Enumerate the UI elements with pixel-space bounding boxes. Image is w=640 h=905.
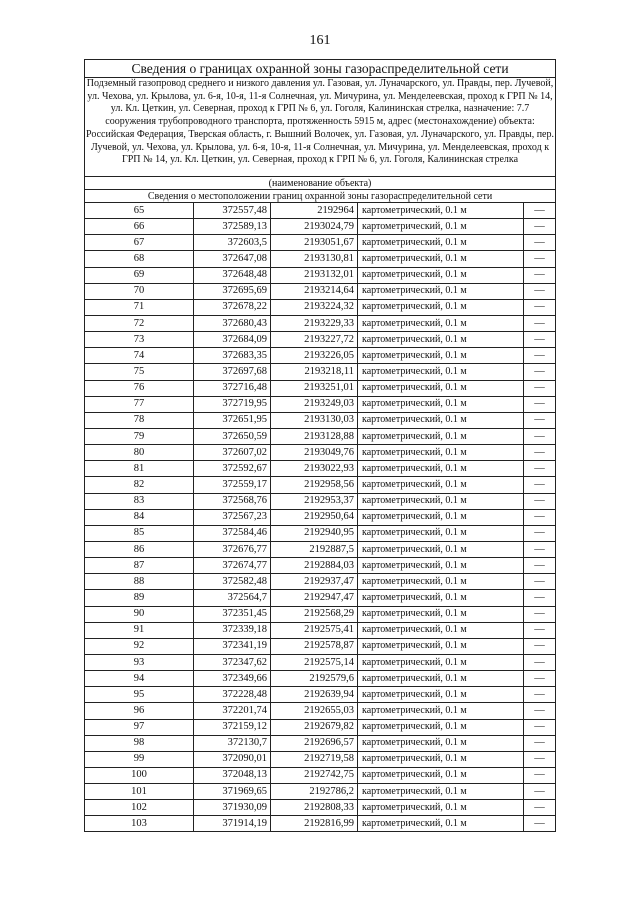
table-row — [85, 235, 556, 251]
method-cell: картометрический, 0.1 м — [358, 299, 524, 315]
y-coordinate-cell: 2193049,76 — [271, 445, 358, 461]
y-coordinate-cell: 2192742,75 — [271, 767, 358, 783]
point-number-cell: 76 — [85, 380, 194, 396]
point-number-cell: 77 — [85, 396, 194, 412]
method-cell: картометрический, 0.1 м — [358, 751, 524, 767]
x-coordinate-cell: 372683,35 — [194, 348, 271, 364]
x-coordinate-cell: 372090,01 — [194, 751, 271, 767]
point-number-cell: 99 — [85, 751, 194, 767]
description-cell: — — [524, 558, 556, 574]
point-number-cell: 85 — [85, 525, 194, 541]
description-cell: — — [524, 219, 556, 235]
y-coordinate-cell: 2192786,2 — [271, 784, 358, 800]
y-coordinate-cell: 2192808,33 — [271, 800, 358, 816]
point-number-cell: 93 — [85, 654, 194, 670]
method-cell: картометрический, 0.1 м — [358, 654, 524, 670]
y-coordinate-cell: 2193051,67 — [271, 235, 358, 251]
y-coordinate-cell: 2193022,93 — [271, 461, 358, 477]
x-coordinate-cell: 372349,66 — [194, 671, 271, 687]
point-number-cell: 74 — [85, 348, 194, 364]
point-number-cell: 80 — [85, 445, 194, 461]
y-coordinate-cell: 2192639,94 — [271, 687, 358, 703]
x-coordinate-cell: 372351,45 — [194, 606, 271, 622]
point-number-cell: 78 — [85, 412, 194, 428]
method-cell: картометрический, 0.1 м — [358, 251, 524, 267]
table-row — [85, 525, 556, 541]
x-coordinate-cell: 372680,43 — [194, 315, 271, 331]
x-coordinate-cell: 372130,7 — [194, 735, 271, 751]
x-coordinate-cell: 372676,77 — [194, 541, 271, 557]
table-row — [85, 251, 556, 267]
point-number-cell: 71 — [85, 299, 194, 315]
table-row — [85, 412, 556, 428]
point-number-cell: 89 — [85, 590, 194, 606]
y-coordinate-cell: 2192940,95 — [271, 525, 358, 541]
method-cell: картометрический, 0.1 м — [358, 525, 524, 541]
x-coordinate-cell: 372048,13 — [194, 767, 271, 783]
x-coordinate-cell: 371969,65 — [194, 784, 271, 800]
description-cell: — — [524, 332, 556, 348]
method-cell: картометрический, 0.1 м — [358, 558, 524, 574]
x-coordinate-cell: 372201,74 — [194, 703, 271, 719]
y-coordinate-cell: 2192953,37 — [271, 493, 358, 509]
table-row — [85, 751, 556, 767]
section-heading: Сведения о местоположении границ охранной зоны газораспределительной сети — [85, 190, 556, 203]
x-coordinate-cell: 371930,09 — [194, 800, 271, 816]
point-number-cell: 65 — [85, 203, 194, 219]
description-cell: — — [524, 364, 556, 380]
point-number-cell: 94 — [85, 671, 194, 687]
y-coordinate-cell: 2192958,56 — [271, 477, 358, 493]
x-coordinate-cell: 372347,62 — [194, 654, 271, 670]
table-row — [85, 315, 556, 331]
method-cell: картометрический, 0.1 м — [358, 509, 524, 525]
description-cell: — — [524, 396, 556, 412]
method-cell: картометрический, 0.1 м — [358, 800, 524, 816]
x-coordinate-cell: 372651,95 — [194, 412, 271, 428]
point-number-cell: 67 — [85, 235, 194, 251]
point-number-cell: 83 — [85, 493, 194, 509]
description-cell: — — [524, 203, 556, 219]
table-row — [85, 380, 556, 396]
y-coordinate-cell: 2192575,14 — [271, 654, 358, 670]
x-coordinate-cell: 372567,23 — [194, 509, 271, 525]
y-coordinate-cell: 2193226,05 — [271, 348, 358, 364]
method-cell: картометрический, 0.1 м — [358, 445, 524, 461]
table-row — [85, 364, 556, 380]
method-cell: картометрический, 0.1 м — [358, 219, 524, 235]
description-cell: — — [524, 574, 556, 590]
y-coordinate-cell: 2192568,29 — [271, 606, 358, 622]
table-row — [85, 461, 556, 477]
table-row — [85, 348, 556, 364]
method-cell: картометрический, 0.1 м — [358, 283, 524, 299]
x-coordinate-cell: 372697,68 — [194, 364, 271, 380]
method-cell: картометрический, 0.1 м — [358, 396, 524, 412]
method-cell: картометрический, 0.1 м — [358, 719, 524, 735]
description-cell: — — [524, 671, 556, 687]
description-cell: — — [524, 638, 556, 654]
y-coordinate-cell: 2193024,79 — [271, 219, 358, 235]
table-row — [85, 493, 556, 509]
x-coordinate-cell: 372678,22 — [194, 299, 271, 315]
point-number-cell: 92 — [85, 638, 194, 654]
x-coordinate-cell: 372674,77 — [194, 558, 271, 574]
point-number-cell: 100 — [85, 767, 194, 783]
y-coordinate-cell: 2192719,58 — [271, 751, 358, 767]
method-cell: картометрический, 0.1 м — [358, 687, 524, 703]
table-row — [85, 784, 556, 800]
x-coordinate-cell: 371914,19 — [194, 816, 271, 832]
y-coordinate-cell: 2193249,03 — [271, 396, 358, 412]
y-coordinate-cell: 2193130,81 — [271, 251, 358, 267]
y-coordinate-cell: 2192964 — [271, 203, 358, 219]
x-coordinate-cell: 372589,13 — [194, 219, 271, 235]
y-coordinate-cell: 2193227,72 — [271, 332, 358, 348]
section-label-row — [85, 190, 556, 203]
y-coordinate-cell: 2193132,01 — [271, 267, 358, 283]
table-row — [85, 445, 556, 461]
y-coordinate-cell: 2192816,99 — [271, 816, 358, 832]
description-cell: — — [524, 445, 556, 461]
y-coordinate-cell: 2193218,11 — [271, 364, 358, 380]
point-number-cell: 75 — [85, 364, 194, 380]
method-cell: картометрический, 0.1 м — [358, 816, 524, 832]
x-coordinate-cell: 372564,7 — [194, 590, 271, 606]
method-cell: картометрический, 0.1 м — [358, 364, 524, 380]
description-cell: — — [524, 784, 556, 800]
description-cell: — — [524, 251, 556, 267]
table-row — [85, 816, 556, 832]
object-description: Подземный газопровод среднего и низкого давления ул. Газовая, ул. Луначарского, ул. Правды, пер. Лучевой, ул. Чехова, ул. Крылова, ул. 6-я, 10-я, 11-я Солнечная, ул. Мичурина, ул. Менделеевская, проход к ГРП № 14, ул. Кл. Цеткин, ул. Северная, проход к ГРП № 6, ул. Гоголя, Калининская стрелка, назначение: 7.7 сооружения трубопроводного транспорта, протяженность 5915 м, адрес (местонахождение) объекта: Российская Федерация, Тверская область, г. Вышний Волочек, ул. Газовая, ул. Луначарского, ул. Правды, пер. Лучевой, ул. Чехова, ул. Крылова, ул. 6-я, 10-я, 11-я Солнечная, ул. Мичурина, ул. Менделеевская, проход к ГРП № 14, ул. Кл. Цеткин, ул. Северная, проход к ГРП № 6, ул. Гоголя, Калининская стрелка — [85, 78, 556, 177]
method-cell: картометрический, 0.1 м — [358, 784, 524, 800]
description-cell: — — [524, 477, 556, 493]
x-coordinate-cell: 372648,48 — [194, 267, 271, 283]
y-coordinate-cell: 2193130,03 — [271, 412, 358, 428]
method-cell: картометрический, 0.1 м — [358, 574, 524, 590]
description-cell: — — [524, 735, 556, 751]
table-row — [85, 203, 556, 219]
description-cell: — — [524, 767, 556, 783]
method-cell: картометрический, 0.1 м — [358, 477, 524, 493]
y-coordinate-cell: 2192575,41 — [271, 622, 358, 638]
method-cell: картометрический, 0.1 м — [358, 606, 524, 622]
method-cell: картометрический, 0.1 м — [358, 767, 524, 783]
point-number-cell: 87 — [85, 558, 194, 574]
method-cell: картометрический, 0.1 м — [358, 428, 524, 444]
x-coordinate-cell: 372159,12 — [194, 719, 271, 735]
y-coordinate-cell: 2192947,47 — [271, 590, 358, 606]
x-coordinate-cell: 372684,09 — [194, 332, 271, 348]
description-cell: — — [524, 380, 556, 396]
y-coordinate-cell: 2193251,01 — [271, 380, 358, 396]
y-coordinate-cell: 2192884,03 — [271, 558, 358, 574]
table-row — [85, 590, 556, 606]
description-cell: — — [524, 412, 556, 428]
object-name-label: (наименование объекта) — [85, 177, 556, 190]
description-cell: — — [524, 299, 556, 315]
y-coordinate-cell: 2192937,47 — [271, 574, 358, 590]
description-cell: — — [524, 606, 556, 622]
method-cell: картометрический, 0.1 м — [358, 735, 524, 751]
x-coordinate-cell: 372719,95 — [194, 396, 271, 412]
table-row — [85, 219, 556, 235]
point-number-cell: 79 — [85, 428, 194, 444]
description-cell: — — [524, 348, 556, 364]
x-coordinate-cell: 372559,17 — [194, 477, 271, 493]
point-number-cell: 101 — [85, 784, 194, 800]
description-cell: — — [524, 315, 556, 331]
point-number-cell: 90 — [85, 606, 194, 622]
y-coordinate-cell: 2193224,32 — [271, 299, 358, 315]
y-coordinate-cell: 2193128,88 — [271, 428, 358, 444]
point-number-cell: 70 — [85, 283, 194, 299]
point-number-cell: 84 — [85, 509, 194, 525]
method-cell: картометрический, 0.1 м — [358, 590, 524, 606]
x-coordinate-cell: 372584,46 — [194, 525, 271, 541]
table-row — [85, 477, 556, 493]
point-number-cell: 72 — [85, 315, 194, 331]
table-row — [85, 509, 556, 525]
y-coordinate-cell: 2192679,82 — [271, 719, 358, 735]
description-cell: — — [524, 493, 556, 509]
method-cell: картометрический, 0.1 м — [358, 638, 524, 654]
method-cell: картометрический, 0.1 м — [358, 332, 524, 348]
method-cell: картометрический, 0.1 м — [358, 348, 524, 364]
description-cell: — — [524, 283, 556, 299]
description-cell: — — [524, 541, 556, 557]
object-label-row — [85, 177, 556, 190]
point-number-cell: 96 — [85, 703, 194, 719]
title-row — [85, 60, 556, 78]
table-row — [85, 671, 556, 687]
x-coordinate-cell: 372603,5 — [194, 235, 271, 251]
y-coordinate-cell: 2193229,33 — [271, 315, 358, 331]
description-row — [85, 78, 556, 177]
method-cell: картометрический, 0.1 м — [358, 315, 524, 331]
table-row — [85, 332, 556, 348]
x-coordinate-cell: 372716,48 — [194, 380, 271, 396]
table-row — [85, 800, 556, 816]
point-number-cell: 91 — [85, 622, 194, 638]
description-cell: — — [524, 622, 556, 638]
description-cell: — — [524, 800, 556, 816]
y-coordinate-cell: 2193214,64 — [271, 283, 358, 299]
x-coordinate-cell: 372557,48 — [194, 203, 271, 219]
page-number: 161 — [309, 33, 331, 48]
method-cell: картометрический, 0.1 м — [358, 235, 524, 251]
point-number-cell: 73 — [85, 332, 194, 348]
point-number-cell: 95 — [85, 687, 194, 703]
description-cell: — — [524, 719, 556, 735]
y-coordinate-cell: 2192950,64 — [271, 509, 358, 525]
point-number-cell: 81 — [85, 461, 194, 477]
description-cell: — — [524, 816, 556, 832]
method-cell: картометрический, 0.1 м — [358, 622, 524, 638]
x-coordinate-cell: 372592,67 — [194, 461, 271, 477]
table-title: Сведения о границах охранной зоны газораспределительной сети — [85, 60, 556, 78]
y-coordinate-cell: 2192655,03 — [271, 703, 358, 719]
table-row — [85, 396, 556, 412]
description-cell: — — [524, 267, 556, 283]
method-cell: картометрический, 0.1 м — [358, 203, 524, 219]
method-cell: картометрический, 0.1 м — [358, 267, 524, 283]
y-coordinate-cell: 2192887,5 — [271, 541, 358, 557]
method-cell: картометрический, 0.1 м — [358, 703, 524, 719]
description-cell: — — [524, 461, 556, 477]
y-coordinate-cell: 2192696,57 — [271, 735, 358, 751]
table-row — [85, 267, 556, 283]
description-cell: — — [524, 428, 556, 444]
description-cell: — — [524, 525, 556, 541]
table-row — [85, 638, 556, 654]
table-row — [85, 622, 556, 638]
method-cell: картометрический, 0.1 м — [358, 541, 524, 557]
description-cell: — — [524, 703, 556, 719]
x-coordinate-cell: 372568,76 — [194, 493, 271, 509]
point-number-cell: 69 — [85, 267, 194, 283]
point-number-cell: 86 — [85, 541, 194, 557]
method-cell: картометрический, 0.1 м — [358, 380, 524, 396]
description-cell: — — [524, 687, 556, 703]
table-row — [85, 558, 556, 574]
point-number-cell: 98 — [85, 735, 194, 751]
method-cell: картометрический, 0.1 м — [358, 412, 524, 428]
x-coordinate-cell: 372695,69 — [194, 283, 271, 299]
point-number-cell: 68 — [85, 251, 194, 267]
x-coordinate-cell: 372650,59 — [194, 428, 271, 444]
description-cell: — — [524, 751, 556, 767]
x-coordinate-cell: 372647,08 — [194, 251, 271, 267]
table-row — [85, 703, 556, 719]
table-row — [85, 687, 556, 703]
point-number-cell: 97 — [85, 719, 194, 735]
y-coordinate-cell: 2192578,87 — [271, 638, 358, 654]
point-number-cell: 102 — [85, 800, 194, 816]
x-coordinate-cell: 372582,48 — [194, 574, 271, 590]
point-number-cell: 88 — [85, 574, 194, 590]
x-coordinate-cell: 372341,19 — [194, 638, 271, 654]
method-cell: картометрический, 0.1 м — [358, 461, 524, 477]
point-number-cell: 103 — [85, 816, 194, 832]
table-row — [85, 283, 556, 299]
table-row — [85, 428, 556, 444]
description-cell: — — [524, 654, 556, 670]
y-coordinate-cell: 2192579,6 — [271, 671, 358, 687]
table-row — [85, 767, 556, 783]
point-number-cell: 82 — [85, 477, 194, 493]
point-number-cell: 66 — [85, 219, 194, 235]
method-cell: картометрический, 0.1 м — [358, 671, 524, 687]
x-coordinate-cell: 372228,48 — [194, 687, 271, 703]
x-coordinate-cell: 372339,18 — [194, 622, 271, 638]
description-cell: — — [524, 590, 556, 606]
table-row — [85, 719, 556, 735]
table-row — [85, 606, 556, 622]
table-row — [85, 541, 556, 557]
description-cell: — — [524, 509, 556, 525]
method-cell: картометрический, 0.1 м — [358, 493, 524, 509]
table-row — [85, 299, 556, 315]
x-coordinate-cell: 372607,02 — [194, 445, 271, 461]
boundary-table — [84, 59, 556, 832]
description-cell: — — [524, 235, 556, 251]
table-row — [85, 574, 556, 590]
table-row — [85, 735, 556, 751]
table-row — [85, 654, 556, 670]
